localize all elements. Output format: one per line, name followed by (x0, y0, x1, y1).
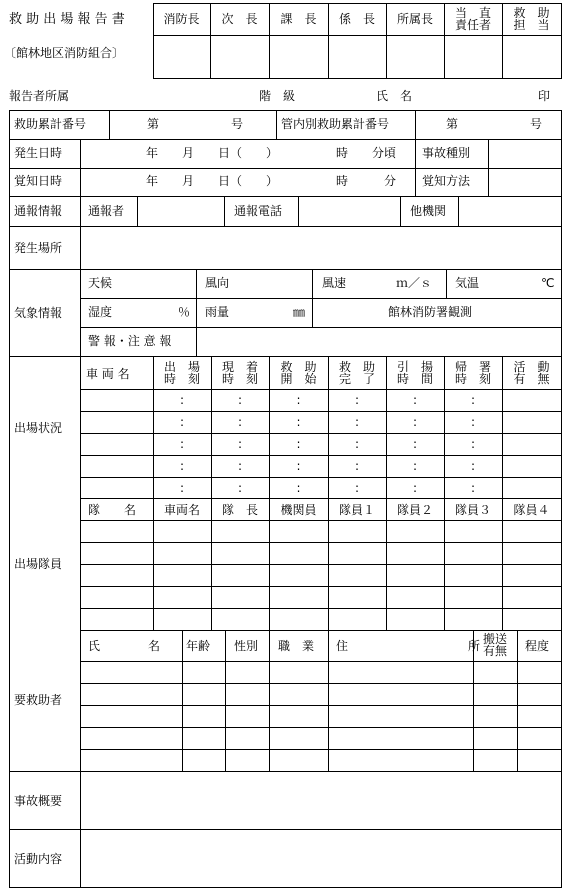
awareness-method-label: 覚知方法 (422, 174, 471, 188)
time-colon: : (354, 459, 360, 473)
approval-header: 消防長 (163, 12, 200, 26)
rule-line (269, 498, 270, 631)
time-colon: : (354, 437, 360, 451)
dispatch-time-header: 救 助 完 了 (338, 360, 375, 386)
rule-line (9, 110, 562, 111)
crew-column-header: 隊 長 (221, 503, 258, 517)
district-count-label: 管内別救助累計番号 (281, 117, 390, 131)
awareness-date: 年 月 日（ ） (146, 174, 279, 188)
approval-header: 所属長 (396, 12, 433, 26)
time-colon: : (412, 393, 418, 407)
accident-type-label: 事故種別 (422, 146, 471, 160)
approval-header: 次 長 (221, 12, 258, 26)
time-colon: : (179, 437, 185, 451)
rule-line (400, 196, 401, 227)
time-colon: : (237, 481, 243, 495)
time-colon: : (179, 415, 185, 429)
rule-line (153, 3, 562, 4)
crew-label: 出場隊員 (14, 557, 63, 571)
time-colon: : (354, 393, 360, 407)
time-colon: : (296, 459, 301, 473)
crew-column-header: 隊員３ (454, 503, 491, 517)
rule-line (225, 630, 226, 772)
rule-line (9, 139, 562, 140)
rule-line (153, 78, 562, 79)
rule-line (328, 630, 329, 772)
rule-line (80, 749, 562, 750)
rule-line (137, 196, 138, 227)
temperature-label: 気温 (455, 276, 480, 290)
rule-line (517, 630, 518, 772)
crew-column-header: 隊員４ (513, 503, 550, 517)
rule-line (561, 3, 562, 79)
rule-line (153, 498, 154, 631)
rule-line (196, 269, 197, 299)
time-colon: : (179, 459, 185, 473)
rescued-label: 要救助者 (14, 693, 63, 707)
rescue-count-number: 第 号 (147, 117, 244, 131)
rule-line (502, 498, 503, 631)
rule-line (386, 498, 387, 631)
rule-line (276, 110, 277, 140)
organization-name: 〔館林地区消防組合〕 (4, 46, 125, 60)
rule-line (80, 661, 562, 662)
rule-line (9, 887, 562, 888)
wind-speed-label: 風速 (322, 276, 347, 290)
report-info-label: 通報情報 (14, 204, 63, 218)
form-title: 救 助 出 場 報 告 書 (9, 12, 125, 27)
time-colon: : (412, 481, 418, 495)
rule-line (9, 226, 562, 227)
time-colon: : (470, 393, 476, 407)
time-colon: : (412, 415, 418, 429)
time-colon: : (237, 459, 243, 473)
approval-header: 当 直 責任者 (454, 6, 491, 32)
rule-line (80, 139, 81, 888)
rule-line (298, 196, 299, 227)
rule-line (182, 630, 183, 772)
rule-line (9, 168, 562, 169)
temperature-unit: ℃ (541, 276, 555, 290)
reporter-affiliation-label: 報告者所属 (9, 89, 70, 103)
rescued-degree-header: 程度 (525, 639, 550, 653)
rule-line (9, 269, 562, 270)
wind-direction-label: 風向 (205, 276, 230, 290)
rule-line (444, 498, 445, 631)
district-count-number: 第 号 (446, 117, 543, 131)
wind-speed-unit: ｍ／ｓ (396, 276, 433, 290)
rule-line (415, 110, 416, 140)
dispatch-time-header: 活 動 有 無 (513, 360, 550, 386)
rule-line (458, 196, 459, 227)
caller-phone-label: 通報電話 (234, 204, 283, 218)
time-colon: : (296, 437, 301, 451)
crew-unit-header: 隊 名 (88, 503, 137, 517)
rule-line (211, 498, 212, 631)
rule-line (446, 269, 447, 299)
time-colon: : (179, 481, 185, 495)
rule-line (328, 498, 329, 631)
occurrence-time: 時 分頃 (336, 146, 397, 160)
time-colon: : (296, 393, 301, 407)
time-colon: : (237, 415, 243, 429)
weather-label: 気象情報 (14, 306, 63, 320)
dispatch-time-header: 帰 署 時 刻 (454, 360, 491, 386)
rule-line (196, 327, 197, 357)
time-colon: : (296, 415, 301, 429)
activity-label: 活動内容 (14, 852, 63, 866)
rule-line (312, 269, 313, 299)
rule-line (80, 727, 562, 728)
rule-line (80, 683, 562, 684)
time-colon: : (412, 437, 418, 451)
crew-column-header: 隊員１ (338, 503, 375, 517)
vehicle-name-header: 車 両 名 (86, 367, 130, 381)
rescued-address-header: 住 所 (336, 639, 481, 653)
occurrence-label: 発生日時 (14, 146, 63, 160)
time-colon: : (470, 481, 476, 495)
humidity-label: 湿度 (88, 305, 113, 319)
approval-header: 係 長 (338, 12, 375, 26)
approval-header: 救 助 担 当 (513, 6, 550, 32)
rescued-job-header: 職 業 (278, 639, 315, 653)
time-colon: : (354, 481, 360, 495)
rule-line (9, 196, 562, 197)
time-colon: : (470, 415, 476, 429)
humidity-unit: ％ (178, 305, 191, 319)
location-label: 発生場所 (14, 241, 63, 255)
crew-column-header: 隊員２ (396, 503, 433, 517)
rule-line (9, 771, 562, 772)
caller-label: 通報者 (88, 204, 125, 218)
awareness-label: 覚知日時 (14, 174, 63, 188)
time-colon: : (237, 393, 243, 407)
rule-line (80, 298, 562, 299)
crew-column-header: 車両名 (163, 503, 200, 517)
rule-line (488, 139, 489, 197)
reporter-rank-label: 階 級 (259, 89, 296, 103)
warning-label: 警 報・注 意 報 (88, 334, 172, 348)
rule-line (109, 110, 110, 140)
rule-line (312, 298, 313, 328)
dispatch-time-header: 出 場 時 刻 (163, 360, 200, 386)
rule-line (153, 35, 562, 36)
rule-line (9, 829, 562, 830)
rule-line (80, 630, 562, 631)
time-colon: : (296, 481, 301, 495)
rainfall-label: 雨量 (205, 305, 230, 319)
dispatch-time-header: 引 揚 時 間 (396, 360, 433, 386)
rescued-transport-header: 搬送 有無 (482, 632, 507, 658)
summary-label: 事故概要 (14, 794, 63, 808)
rainfall-unit: ㎜ (293, 305, 306, 319)
dispatch-time-header: 救 助 開 始 (280, 360, 317, 386)
approval-header: 課 長 (280, 12, 317, 26)
rescued-age-header: 年齢 (186, 639, 211, 653)
awareness-time: 時 分 (336, 174, 397, 188)
observation-source: 館林消防署観測 (388, 305, 473, 319)
reporter-name-label: 氏 名 (376, 89, 413, 103)
time-colon: : (470, 437, 476, 451)
rescue-count-label: 救助累計番号 (14, 117, 87, 131)
dispatch-label: 出場状況 (14, 421, 63, 435)
rescued-sex-header: 性別 (234, 639, 259, 653)
rule-line (224, 196, 225, 227)
time-colon: : (354, 415, 360, 429)
time-colon: : (237, 437, 243, 451)
time-colon: : (470, 459, 476, 473)
rule-line (415, 139, 416, 197)
dispatch-time-header: 現 着 時 刻 (221, 360, 258, 386)
other-agency-label: 他機関 (410, 204, 447, 218)
crew-column-header: 機関員 (280, 503, 317, 517)
rule-line (196, 298, 197, 328)
rule-line (80, 705, 562, 706)
seal-label: 印 (538, 89, 551, 103)
time-colon: : (412, 459, 418, 473)
occurrence-date: 年 月 日（ ） (146, 146, 279, 160)
rule-line (269, 630, 270, 772)
rule-line (80, 327, 562, 328)
weather-sky-label: 天候 (88, 276, 113, 290)
time-colon: : (179, 393, 185, 407)
rescued-name-header: 氏 名 (88, 639, 161, 653)
